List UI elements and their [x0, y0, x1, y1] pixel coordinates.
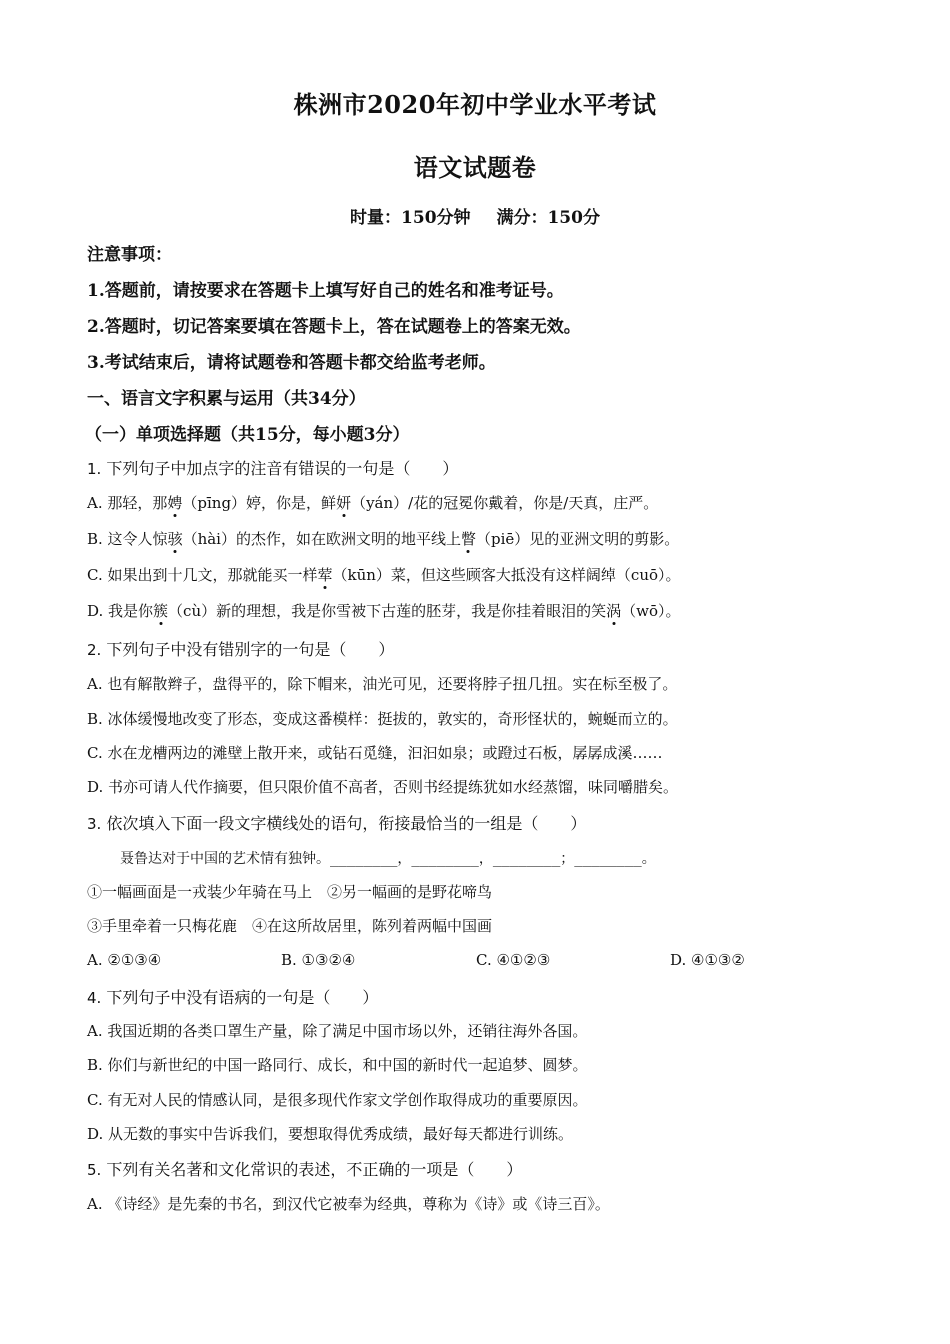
question-stem: 依次填入下面一段文字横线处的语句，衔接最恰当的一组是（ ） — [106, 814, 587, 833]
dotted-char: 妍 — [336, 494, 352, 512]
q3-sentences-2: ③手里牵着一只梅花鹿 ④在这所故居里，陈列着两幅中国画 — [87, 917, 493, 935]
option-text: （cù）新的理想，我是你雪被下古莲的胚芽，我是你挂着眼泪的笑 — [168, 602, 607, 620]
option-text: （hài）的杰作，如在欧洲文明的地平线上 — [182, 530, 461, 548]
option-text: （yán）/花的冠冕你戴着，你是/天真，庄严。 — [351, 494, 659, 512]
dotted-char: 娉 — [167, 494, 183, 512]
question-number: 2. — [87, 641, 102, 659]
question-number: 3. — [87, 815, 102, 833]
q1-option-c — [87, 564, 681, 585]
dotted-char: 涡 — [606, 602, 622, 620]
exam-meta — [0, 203, 950, 228]
subsection-heading: （一）单项选择题（共15分，每小题3分） — [85, 425, 410, 445]
q4-option-c: C. 有无对人民的情感认同，是很多现代作家文学创作取得成功的重要原因。 — [87, 1091, 588, 1109]
q4-option-d: D. 从无数的事实中告诉我们，要想取得优秀成绩，最好每天都进行训练。 — [87, 1125, 574, 1143]
question-4 — [87, 985, 378, 1008]
q1-option-a — [87, 492, 658, 513]
option-text: C. 如果出到十几文，那就能买一样 — [87, 566, 318, 584]
question-stem: 下列句子中加点字的注音有错误的一句是（ ） — [106, 459, 459, 478]
q3-passage: 聂鲁达对于中国的艺术情有独钟。________，________，________；________。 — [120, 851, 656, 867]
question-stem: 下列句子中没有错别字的一句是（ ） — [106, 640, 395, 659]
exam-title: 株洲市2020年初中学业水平考试 — [293, 90, 657, 119]
q3-option-b: B. ①③②④ — [281, 951, 356, 969]
paper-subtitle: 语文试题卷 — [413, 153, 537, 182]
option-text: （piē）见的亚洲文明的剪影。 — [476, 530, 680, 548]
q2-option-a: A. 也有解散辫子，盘得平的，除下帽来，油光可见，还要将脖子扭几扭。实在标至极了。 — [87, 675, 678, 693]
dotted-char: 瞥 — [460, 530, 476, 548]
question-1 — [87, 456, 458, 479]
time-limit: 时量：150分钟 — [350, 208, 471, 228]
q3-option-a: A. ②①③④ — [87, 951, 162, 969]
question-stem: 下列句子中没有语病的一句是（ ） — [106, 988, 379, 1007]
q4-option-b: B. 你们与新世纪的中国一路同行、成长，和中国的新时代一起追梦、圆梦。 — [87, 1056, 588, 1074]
question-stem: 下列有关名著和文化常识的表述，不正确的一项是（ ） — [106, 1160, 523, 1179]
q2-option-d: D. 书亦可请人代作摘要，但只限价值不高者，否则书经提练犹如水经蒸馏，味同嚼腊矣。 — [87, 778, 679, 796]
question-5 — [87, 1157, 522, 1180]
notice-heading: 注意事项： — [87, 245, 172, 265]
option-text: （pīng）婷，你是，鲜 — [182, 494, 337, 512]
full-score: 满分：150分 — [496, 208, 600, 228]
q1-option-b — [87, 528, 679, 549]
q3-sentences-1: ①一幅画面是一戎装少年骑在马上 ②另一幅画的是野花啼鸟 — [87, 883, 493, 901]
option-text: D. 我是你 — [87, 602, 154, 620]
q5-option-a: A. 《诗经》是先秦的书名，到汉代它被奉为经典，尊称为《诗》或《诗三百》。 — [87, 1195, 610, 1213]
q2-option-b: B. 冰体缓慢地改变了形态，变成这番模样：挺拔的，敦实的，奇形怪状的，蜿蜒而立的。 — [87, 710, 678, 728]
question-3 — [87, 811, 586, 834]
option-text: （wō）。 — [621, 602, 681, 620]
q1-option-d — [87, 600, 681, 621]
dotted-char: 荤 — [317, 566, 333, 584]
question-number: 4. — [87, 989, 102, 1007]
option-text: A. 那轻，那 — [87, 494, 168, 512]
notice-item: 1.答题前，请按要求在答题卡上填写好自己的姓名和准考证号。 — [87, 281, 564, 301]
dotted-char: 骇 — [167, 530, 183, 548]
q2-option-c: C. 水在龙槽两边的滩壁上散开来，或钻石觅缝，汩汩如泉；或蹬过石板，孱孱成溪…… — [87, 744, 663, 762]
dotted-char: 簇 — [153, 602, 169, 620]
q3-option-c: C. ④①②③ — [476, 951, 551, 969]
q3-option-d: D. ④①③② — [670, 951, 745, 969]
section-heading: 一、语言文字积累与运用（共34分） — [87, 389, 366, 409]
notice-item: 3.考试结束后，请将试题卷和答题卡都交给监考老师。 — [87, 353, 496, 373]
option-text: （kūn）菜，但这些顾客大抵没有这样阔绰（cuō）。 — [332, 566, 681, 584]
question-number: 5. — [87, 1161, 102, 1179]
question-2 — [87, 637, 394, 660]
question-number: 1. — [87, 460, 102, 478]
notice-item: 2.答题时，切记答案要填在答题卡上，答在试题卷上的答案无效。 — [87, 317, 581, 337]
option-text: B. 这令人惊 — [87, 530, 168, 548]
q4-option-a: A. 我国近期的各类口罩生产量，除了满足中国市场以外，还销往海外各国。 — [87, 1022, 588, 1040]
